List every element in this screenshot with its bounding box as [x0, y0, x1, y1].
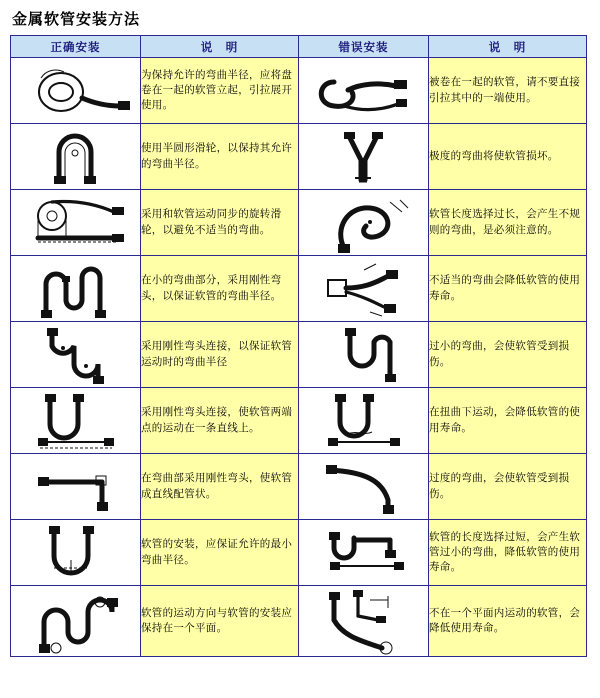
- figure-too-long-hose-small-bend: [299, 520, 429, 586]
- header-correct-note: 说 明: [141, 36, 299, 58]
- page-title: 金属软管安装方法: [12, 10, 141, 28]
- table-row: [11, 454, 587, 520]
- note-wrong: 被卷在一起的软管，请不要直接引拉其中的一端使用。: [429, 58, 587, 124]
- table-row: [11, 256, 587, 322]
- figure-semicircular-sheave-guide: [11, 124, 141, 190]
- note-wrong: 软管长度选择过长，会产生不规则的弯曲，是必须注意的。: [429, 190, 587, 256]
- note-wrong: 过度的弯曲，会使软管受到损伤。: [429, 454, 587, 520]
- note-wrong: 在扭曲下运动，会降低软管的使用寿命。: [429, 388, 587, 454]
- note-correct: 在弯曲部采用刚性弯头，使软管成直线配管状。: [141, 454, 299, 520]
- figure-coiled-hose-pulled-one-end: [299, 58, 429, 124]
- table-row: [11, 322, 587, 388]
- note-correct: 软管的安装，应保证允许的最小弯曲半径。: [141, 520, 299, 586]
- figure-over-long-hose-irregular-bend: [299, 190, 429, 256]
- note-wrong: 极度的弯曲将使软管损坏。: [429, 124, 587, 190]
- figure-rigid-elbows-straight-line-motion: [11, 388, 141, 454]
- note-correct: 采用刚性弯头连接，使软管两端点的运动在一条直线上。: [141, 388, 299, 454]
- figure-excessive-bend-elbow: [299, 454, 429, 520]
- figure-improper-bend-short-life: [299, 256, 429, 322]
- table-row: [11, 388, 587, 454]
- figure-sharp-bend-over-edge: [299, 124, 429, 190]
- note-wrong: 过小的弯曲，会使软管受到损伤。: [429, 322, 587, 388]
- note-correct: 采用刚性弯头连接，以保证软管运动时的弯曲半径: [141, 322, 299, 388]
- note-correct: 软管的运动方向与软管的安装应保持在一个平面。: [141, 586, 299, 657]
- figure-twisting-motion-u-hose: [299, 388, 429, 454]
- note-wrong: 不在一个平面内运动的软管，会降低使用寿命。: [429, 586, 587, 657]
- note-wrong: 软管的长度选择过短，会产生软管过小的弯曲，降低软管的使用寿命。: [429, 520, 587, 586]
- note-wrong: 不适当的弯曲会降低软管的使用寿命。: [429, 256, 587, 322]
- figure-straight-pipe-with-elbow: [11, 454, 141, 520]
- table-row: [11, 124, 587, 190]
- table-header-row: [11, 36, 587, 58]
- note-correct: 为保持允许的弯曲半径，应将盘卷在一起的软管立起，引拉展开使用。: [141, 58, 299, 124]
- table-row: [11, 586, 587, 657]
- note-correct: 在小的弯曲部分，采用刚性弯头，以保证软管的弯曲半径。: [141, 256, 299, 322]
- header-wrong-note: 说 明: [429, 36, 587, 58]
- figure-rigid-elbow-at-small-bend: [11, 256, 141, 322]
- figure-motion-out-of-plane: [299, 586, 429, 657]
- figure-coiled-hose-standing-roll: [11, 58, 141, 124]
- note-correct: 使用半圆形滑轮，以保持其允许的弯曲半径。: [141, 124, 299, 190]
- figure-too-small-bend-radius: [299, 322, 429, 388]
- figure-rotating-sheave-with-chain: [11, 190, 141, 256]
- table-row: [11, 190, 587, 256]
- figure-motion-direction-same-plane: [11, 586, 141, 657]
- figure-minimum-bend-radius-u-shape: [11, 520, 141, 586]
- header-wrong-installation: 错误安装: [299, 36, 429, 58]
- table-row: [11, 520, 587, 586]
- hose-installation-table: [10, 35, 587, 657]
- figure-rigid-elbow-u-loop: [11, 322, 141, 388]
- note-correct: 采用和软管运动同步的旋转滑轮，以避免不适当的弯曲。: [141, 190, 299, 256]
- table-row: [11, 58, 587, 124]
- header-correct-installation: 正确安装: [11, 36, 141, 58]
